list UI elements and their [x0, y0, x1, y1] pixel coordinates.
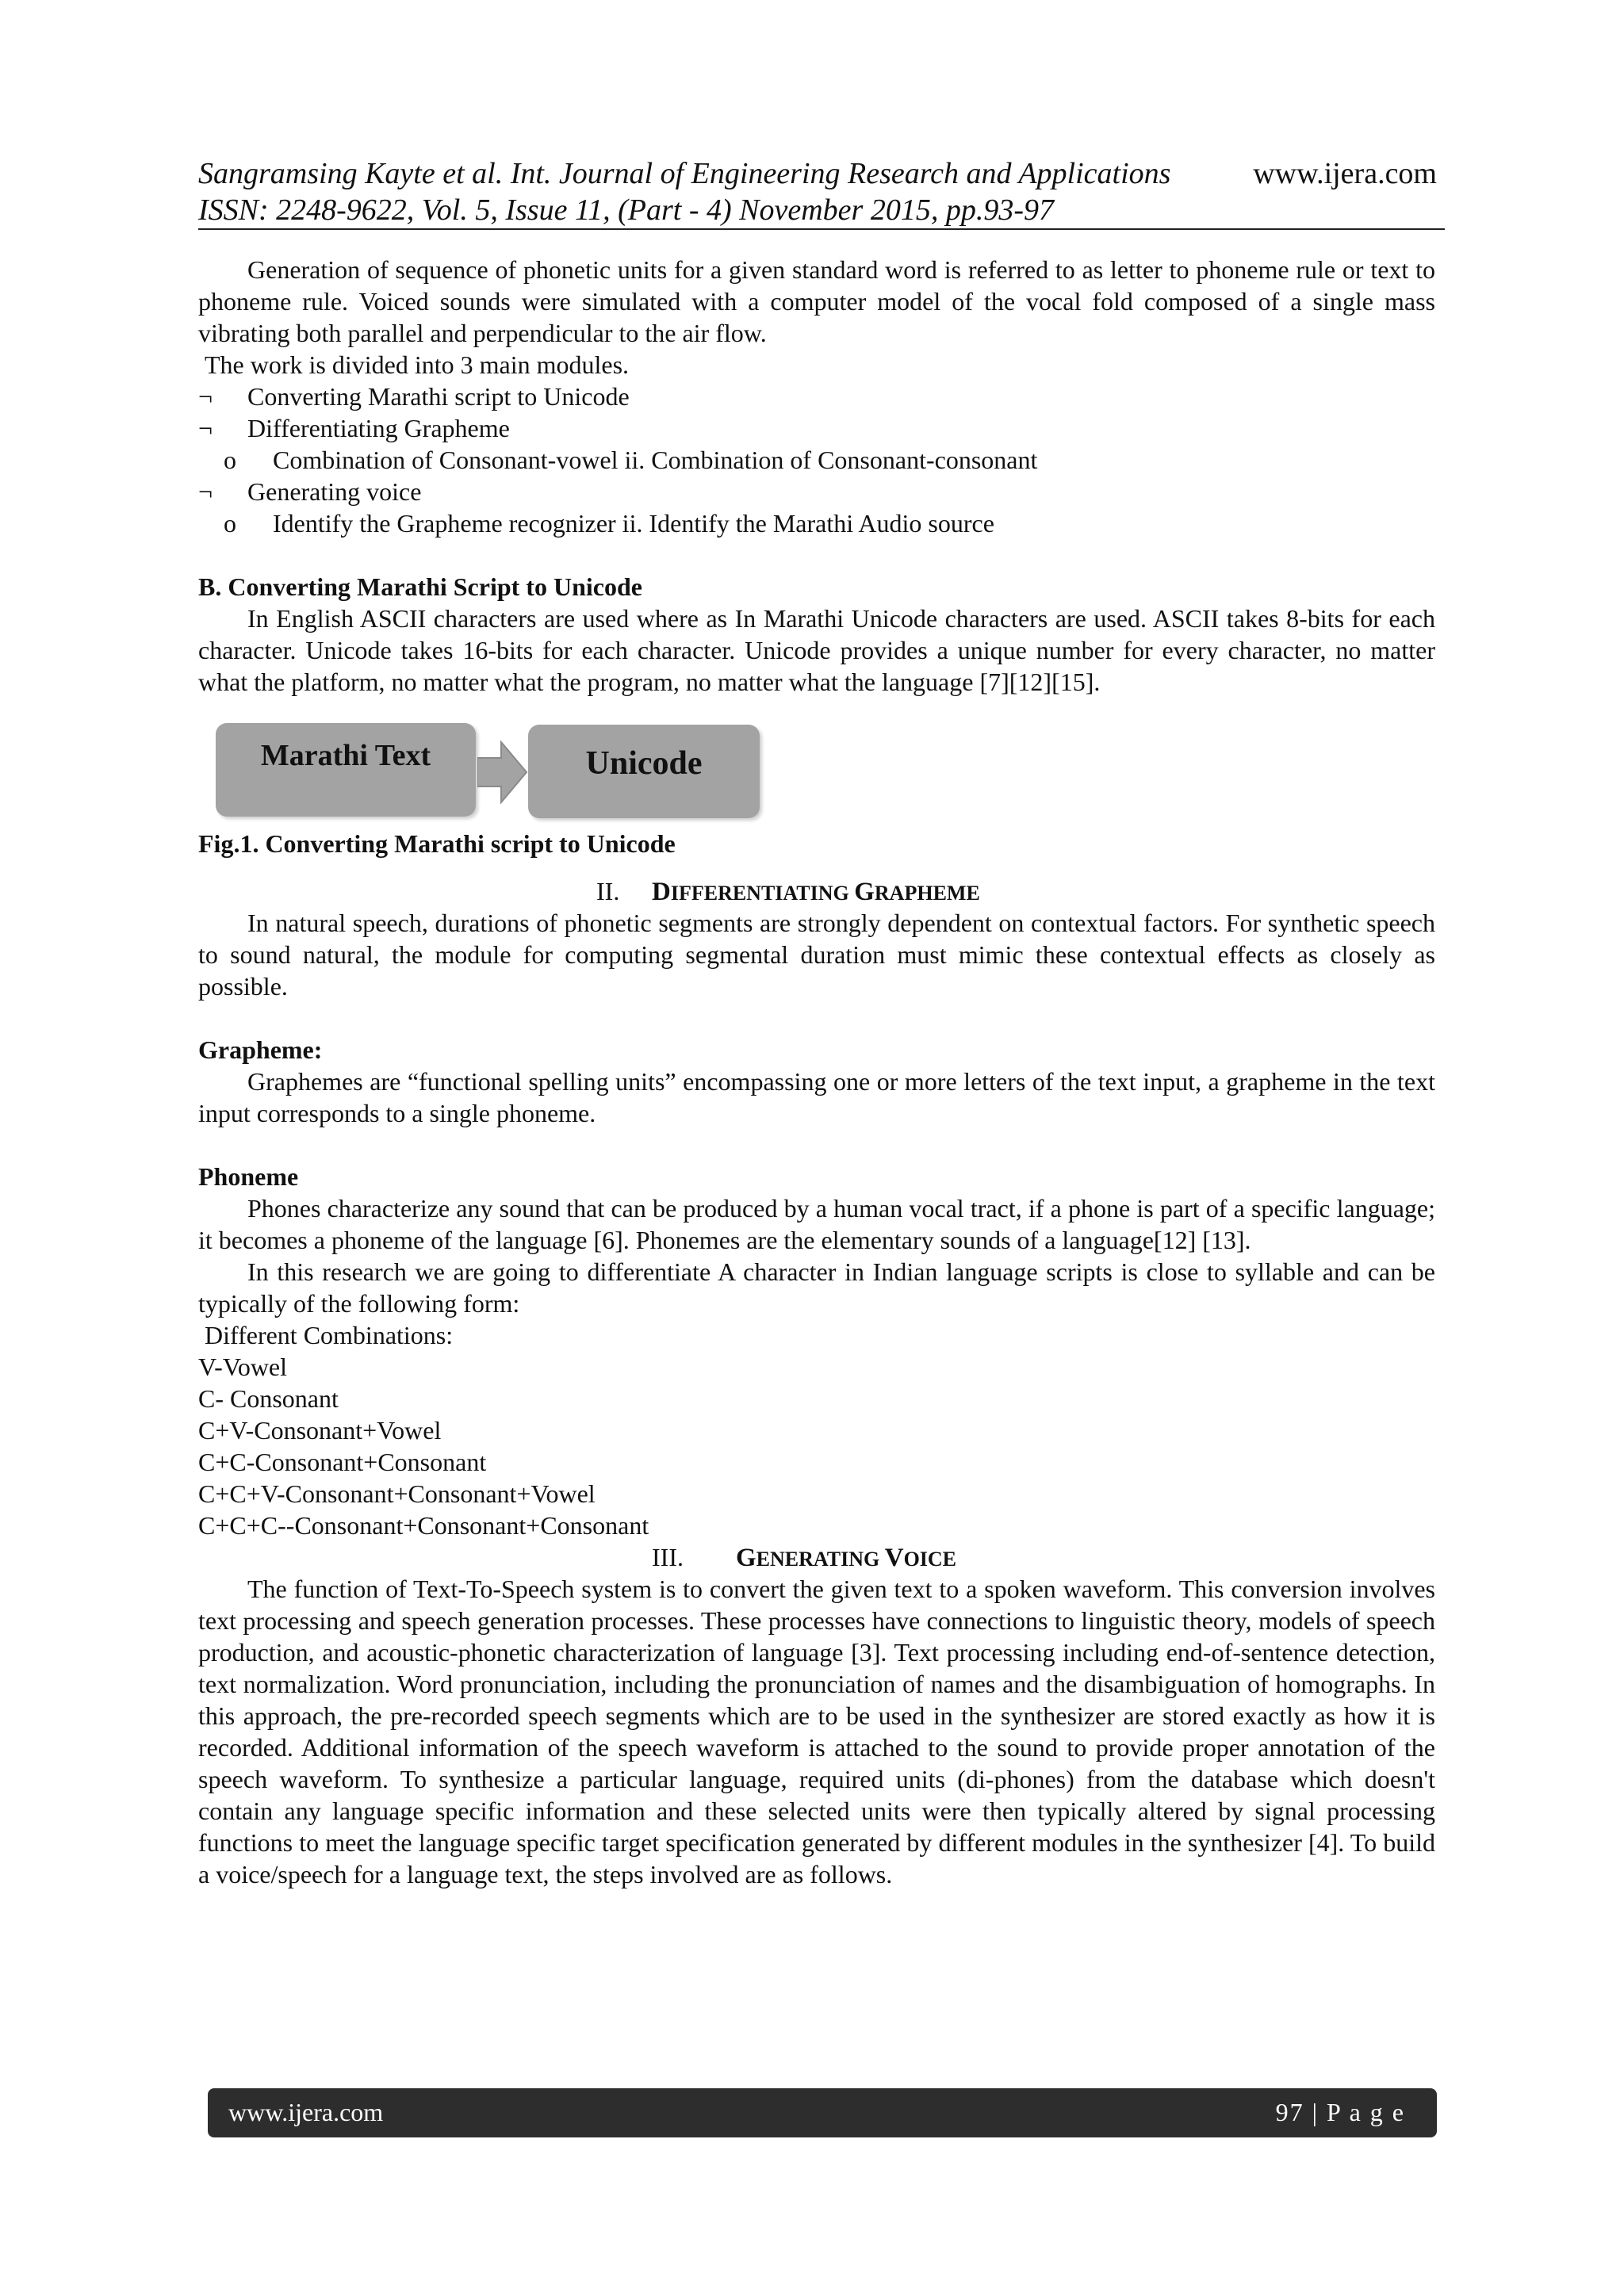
modules-line: The work is divided into 3 main modules.: [205, 350, 630, 379]
not-sign-bullet-icon: ¬: [198, 414, 213, 442]
page-number: 97 | P a g e: [1275, 2098, 1405, 2126]
section-ii-paragraph: In natural speech, durations of phonetic segments are strongly dependent on contextual factors. For synthetic speech to sound natural, the module for computing segmental duration must mimic these contextual effects as closely as possible.: [198, 909, 1435, 1001]
not-sign-bullet-icon: ¬: [198, 477, 213, 506]
unicode-box: Unicode: [528, 725, 760, 818]
combination-item: C+C-Consonant+Consonant: [198, 1448, 487, 1476]
list-item: ¬ Generating voice: [198, 477, 422, 506]
header-rule: [198, 228, 1445, 230]
section-iii-paragraph: The function of Text-To-Speech system is to convert the given text to a spoken waveform. This conversion involves text processing and speech generation processes. These processes have connections to linguistic theory, models of speech production, and acoustic-phonetic characterization of language [3]. Text processing including end-of-sentence detection, text normalization. Word pronunciation, including the pronunciation of names and the disambiguation of homographs. In this approach, the pre-recorded speech segments which are to be used in the synthesizer are stored exactly as how it is recorded. Additional information of the speech waveform is attached to the sound to provide proper annotation of the speech waveform. To synthesize a particular language, required units (di-phones) from the database which doesn't contain any language specific information and these selected units were then typically altered by signal processing functions to meet the language specific target specification generated by different modules in the synthesizer [4]. To build a voice/speech for a language text, the steps involved are as follows.: [198, 1575, 1435, 1888]
combination-item: C- Consonant: [198, 1384, 339, 1413]
figure-caption: Fig.1. Converting Marathi script to Unicode: [198, 829, 676, 858]
marathi-text-box: Marathi Text: [216, 723, 476, 817]
combinations-label: Different Combinations:: [205, 1321, 454, 1349]
section-ii-title: DIFFERENTIATING GRAPHEME: [652, 878, 980, 906]
journal-line: Sangramsing Kayte et al. Int. Journal of Engineering Research and Applications: [198, 157, 1171, 190]
circle-bullet-icon: o: [224, 509, 236, 538]
phoneme-paragraph: Phones characterize any sound that can be produced by a human vocal tract, if a phone is part of a specific language; it becomes a phoneme of the language [6]. Phonemes are the elementary sounds of a language[12] [13].: [198, 1194, 1435, 1254]
list-item: ¬ Differentiating Grapheme: [198, 414, 510, 442]
footer-url[interactable]: www.ijera.com: [228, 2098, 384, 2126]
list-item: ¬ Converting Marathi script to Unicode: [198, 382, 630, 411]
running-header: [198, 155, 1445, 228]
combination-item: C+C+V-Consonant+Consonant+Vowel: [198, 1479, 596, 1508]
section-iii-heading: [198, 1541, 1435, 1573]
grapheme-paragraph: Graphemes are “functional spelling units” encompassing one or more letters of the text input, a grapheme in the text input corresponds to a single phoneme.: [198, 1067, 1435, 1127]
list-subitem: o Identify the Grapheme recognizer ii. Identify the Marathi Audio source: [224, 509, 994, 538]
header-url[interactable]: www.ijera.com: [1253, 157, 1437, 190]
section-iii-number: III.: [652, 1543, 684, 1571]
not-sign-bullet-icon: ¬: [198, 382, 213, 411]
issn-line: ISSN: 2248-9622, Vol. 5, Issue 11, (Part - 4) November 2015, pp.93-97: [198, 193, 1054, 227]
figure-1: [198, 709, 1435, 828]
research-paragraph: In this research we are going to differentiate A character in Indian language scripts is close to syllable and can be typically of the following form:: [198, 1257, 1435, 1318]
combination-item: C+C+C--Consonant+Consonant+Consonant: [198, 1511, 649, 1540]
section-iii-title: GENERATING VOICE: [736, 1544, 957, 1572]
section-ii-number: II.: [596, 877, 620, 905]
right-arrow-icon: [477, 740, 528, 804]
section-ii-heading: [198, 875, 1435, 907]
combination-item: V-Vowel: [198, 1353, 288, 1381]
combination-item: C+V-Consonant+Vowel: [198, 1416, 442, 1445]
circle-bullet-icon: o: [224, 446, 236, 474]
section-b-heading: B. Converting Marathi Script to Unicode: [198, 572, 642, 601]
modules-list: [198, 381, 1435, 539]
page-footer: [208, 2088, 1437, 2137]
list-subitem: o Combination of Consonant-vowel ii. Combination of Consonant-consonant: [224, 446, 1038, 474]
grapheme-heading: Grapheme:: [198, 1035, 323, 1064]
intro-paragraph: Generation of sequence of phonetic units for a given standard word is referred to as letter to phoneme rule or text to phoneme rule. Voiced sounds were simulated with a computer model of the vocal fold composed of a single mass vibrating both parallel and perpendicular to the air flow.: [198, 255, 1435, 347]
section-b-paragraph: In English ASCII characters are used where as In Marathi Unicode characters are used. ASCII takes 8-bits for each character. Unicode takes 16-bits for each character. Unicode provides a unique number for every character, no matter what the platform, no matter what the program, no matter what the language [7][12][15].: [198, 604, 1435, 696]
page-body: [198, 254, 1435, 1890]
phoneme-heading: Phoneme: [198, 1162, 299, 1191]
